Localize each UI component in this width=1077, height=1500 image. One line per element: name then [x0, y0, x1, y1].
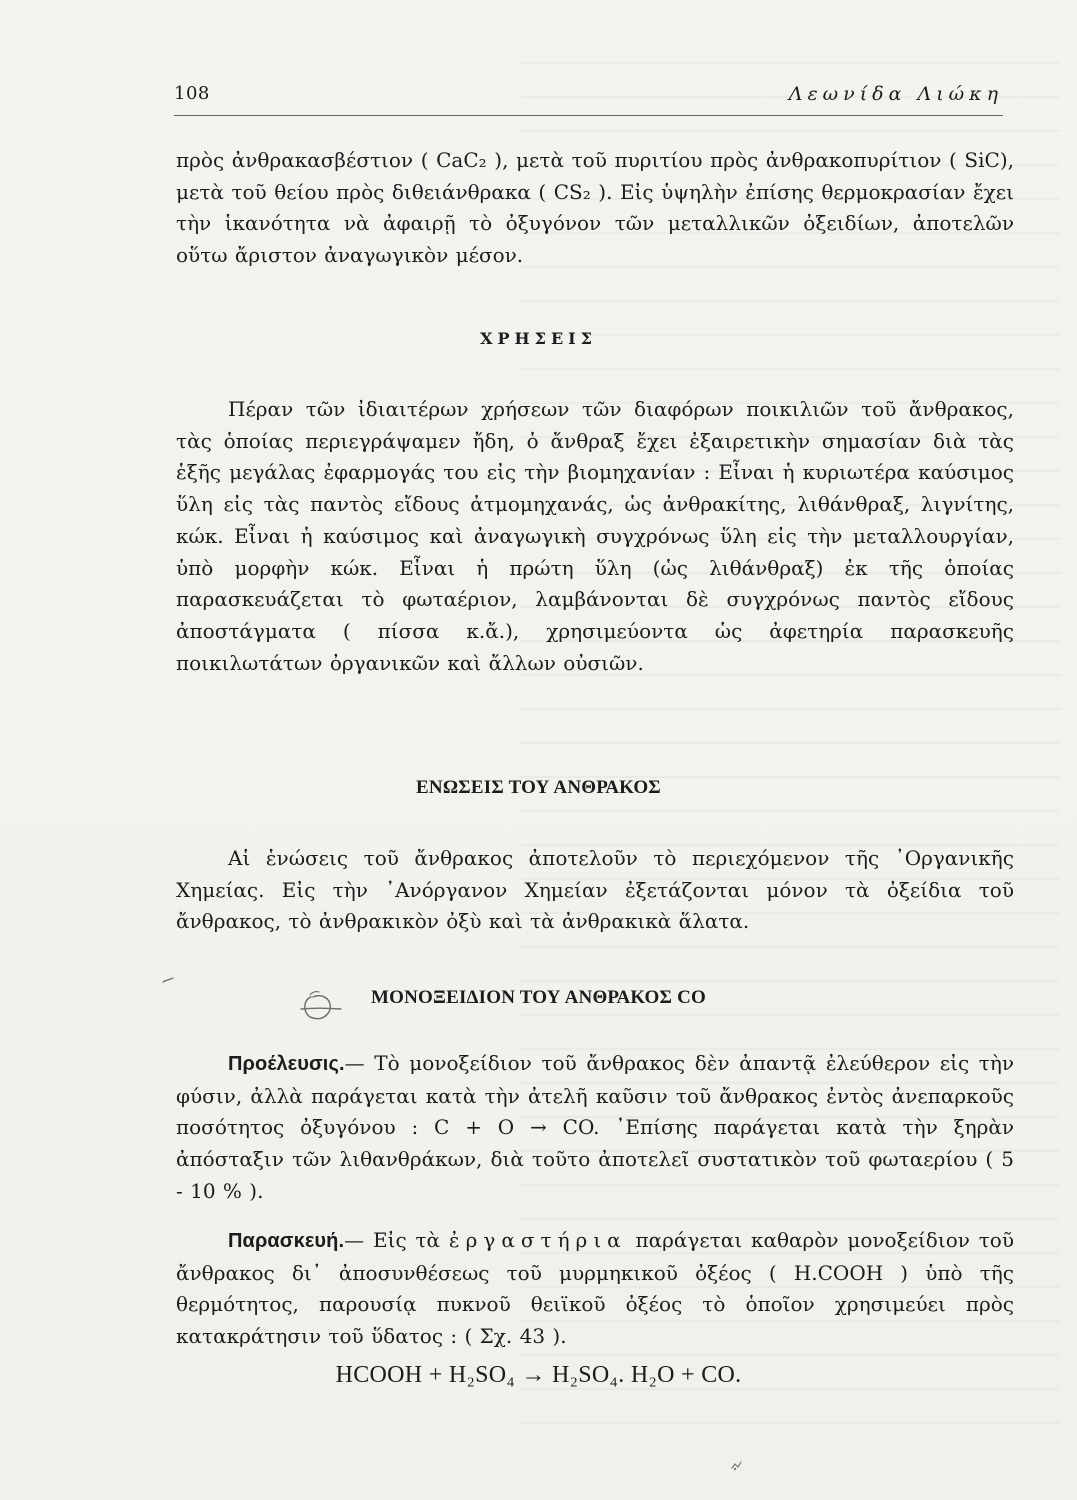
paragraph-1: πρὸς ἀνθρακασβέστιον ( CaC₂ ), μετὰ τοῦ πυριτίου πρὸς ἀνθρακοπυρίτιον ( SiC), μετὰ τοῦ θείου πρὸς διθειάνθρακα ( CS₂ ). Εἰς ὑψηλὴν ἐπίσης θερμοκρασίαν ἔχει τὴν ἱκανότητα νὰ ἀφαιρῇ τὸ ὀξυγόνον τῶν μεταλλικῶν ὀξειδίων, ἀποτελῶν οὕτω ἄριστον ἀναγωγικὸν μέσον.	[176, 148, 1014, 268]
preparation-spaced-word: ἐργαστήρια	[448, 1228, 627, 1252]
section-heading-uses: ΧΡΗΣΕΙΣ	[480, 329, 597, 348]
small-ink-mark-icon	[726, 1456, 746, 1476]
paragraph-preparation	[176, 1225, 1014, 1353]
preparation-text-a: — Εἰς τὰ	[344, 1228, 449, 1252]
preparation-term: Παρασκευή.	[228, 1230, 345, 1252]
running-head: Λεωνίδα Λιώκη	[788, 83, 1003, 105]
paragraph-2: Πέραν τῶν ἰδιαιτέρων χρήσεων τῶν διαφόρων ποικιλιῶν τοῦ ἄνθρακος, τὰς ὁποίας περιεγράψαμεν ἤδη, ὁ ἄνθραξ ἔχει ἐξαιρετικὴν σημασίαν διὰ τὰς ἑξῆς μεγάλας ἐφαρμογάς του εἰς τὴν βιομηχανίαν : Εἶναι ἡ κυριωτέρα καύσιμος ὕλη εἰς τὰς παντὸς εἴδους ἀτμομηχανάς, ὡς ἀνθρακίτης, λιθάνθραξ, λιγνίτης, κώκ. Εἶναι ἡ καύσιμος καὶ ἀναγωγικὴ συγχρόνως ὕλη εἰς τὴν μεταλλουργίαν, ὑπὸ μορφὴν κώκ. Εἶναι ἡ πρώτη ὕλη (ὡς λιθάνθραξ) ἐκ τῆς ὁποίας παρασκευάζεται τὸ φωταέριον, λαμβάνονται δὲ συγχρόνως παντὸς εἴδους ἀποστάγματα ( πίσσα κ.ἄ.), χρησιμεύοντα ὡς ἀφετηρία παρασκευῆς ποικιλωτάτων ὀργανικῶν καὶ ἄλλων οὐσιῶν.	[176, 397, 1014, 675]
preparation-text-b: παράγεται καθαρὸν μονοξείδιον τοῦ ἄνθρακος δι᾿ ἀποσυνθέσεως τοῦ μυρμηκικοῦ ὀξέος ( H.COOH ) ὑπὸ τῆς θερμότητος, παρουσίᾳ πυκνοῦ θειϊκοῦ ὀξέος τὸ ὁποῖον χρησιμεύει πρὸς κατακράτησιν τοῦ ὕδατος : ( Σχ. 43 ).	[176, 1228, 1014, 1349]
paragraph-origin	[176, 1048, 1014, 1208]
paragraph-3: Αἱ ἑνώσεις τοῦ ἄνθρακος ἀποτελοῦν τὸ περιεχόμενον τῆς ᾿Οργανικῆς Χημείας. Εἰς τὴν ᾿Ανόργανον Χημείαν ἐξετάζονται μόνον τὰ ὀξείδια τοῦ ἄνθρακος, τὸ ἀνθρακικὸν ὀξὺ καὶ τὰ ἀνθρακικὰ ἅλατα.	[176, 846, 1014, 934]
chemical-equation: HCOOH + H₂SO₄ → H₂SO₄. H₂O + CO.	[335, 1362, 742, 1388]
ink-mark-icon	[162, 970, 174, 980]
section-heading-carbon-monoxide: ΜΟΝΟΞΕΙΔΙΟΝ ΤΟΥ ΑΝΘΡΑΚΟΣ CO	[371, 987, 706, 1008]
section-heading-compounds: ΕΝΩΣΕΙΣ ΤΟΥ ΑΝΘΡΑΚΟΣ	[416, 777, 661, 798]
origin-text: — Τὸ μονοξείδιον τοῦ ἄνθρακος δὲν ἀπαντᾷ ἐλεύθερον εἰς τὴν φύσιν, ἀλλὰ παράγεται κατὰ τὴν ἀτελῆ καῦσιν τοῦ ἄνθρακος ἐντὸς ἀνεπαρκοῦς ποσότητος ὀξυγόνου : C + O → CO. ᾿Επίσης παράγεται κατὰ τὴν ξηρὰν ἀπόσταξιν τῶν λιθανθράκων, διὰ τοῦτο ἀποτελεῖ συστατικὸν τοῦ φωταερίου ( 5 - 10 % ).	[176, 1051, 1014, 1203]
page-number: 108	[174, 83, 210, 104]
header-rule	[174, 115, 1003, 116]
page-header	[174, 78, 1003, 110]
origin-term: Προέλευσις.	[228, 1053, 345, 1075]
